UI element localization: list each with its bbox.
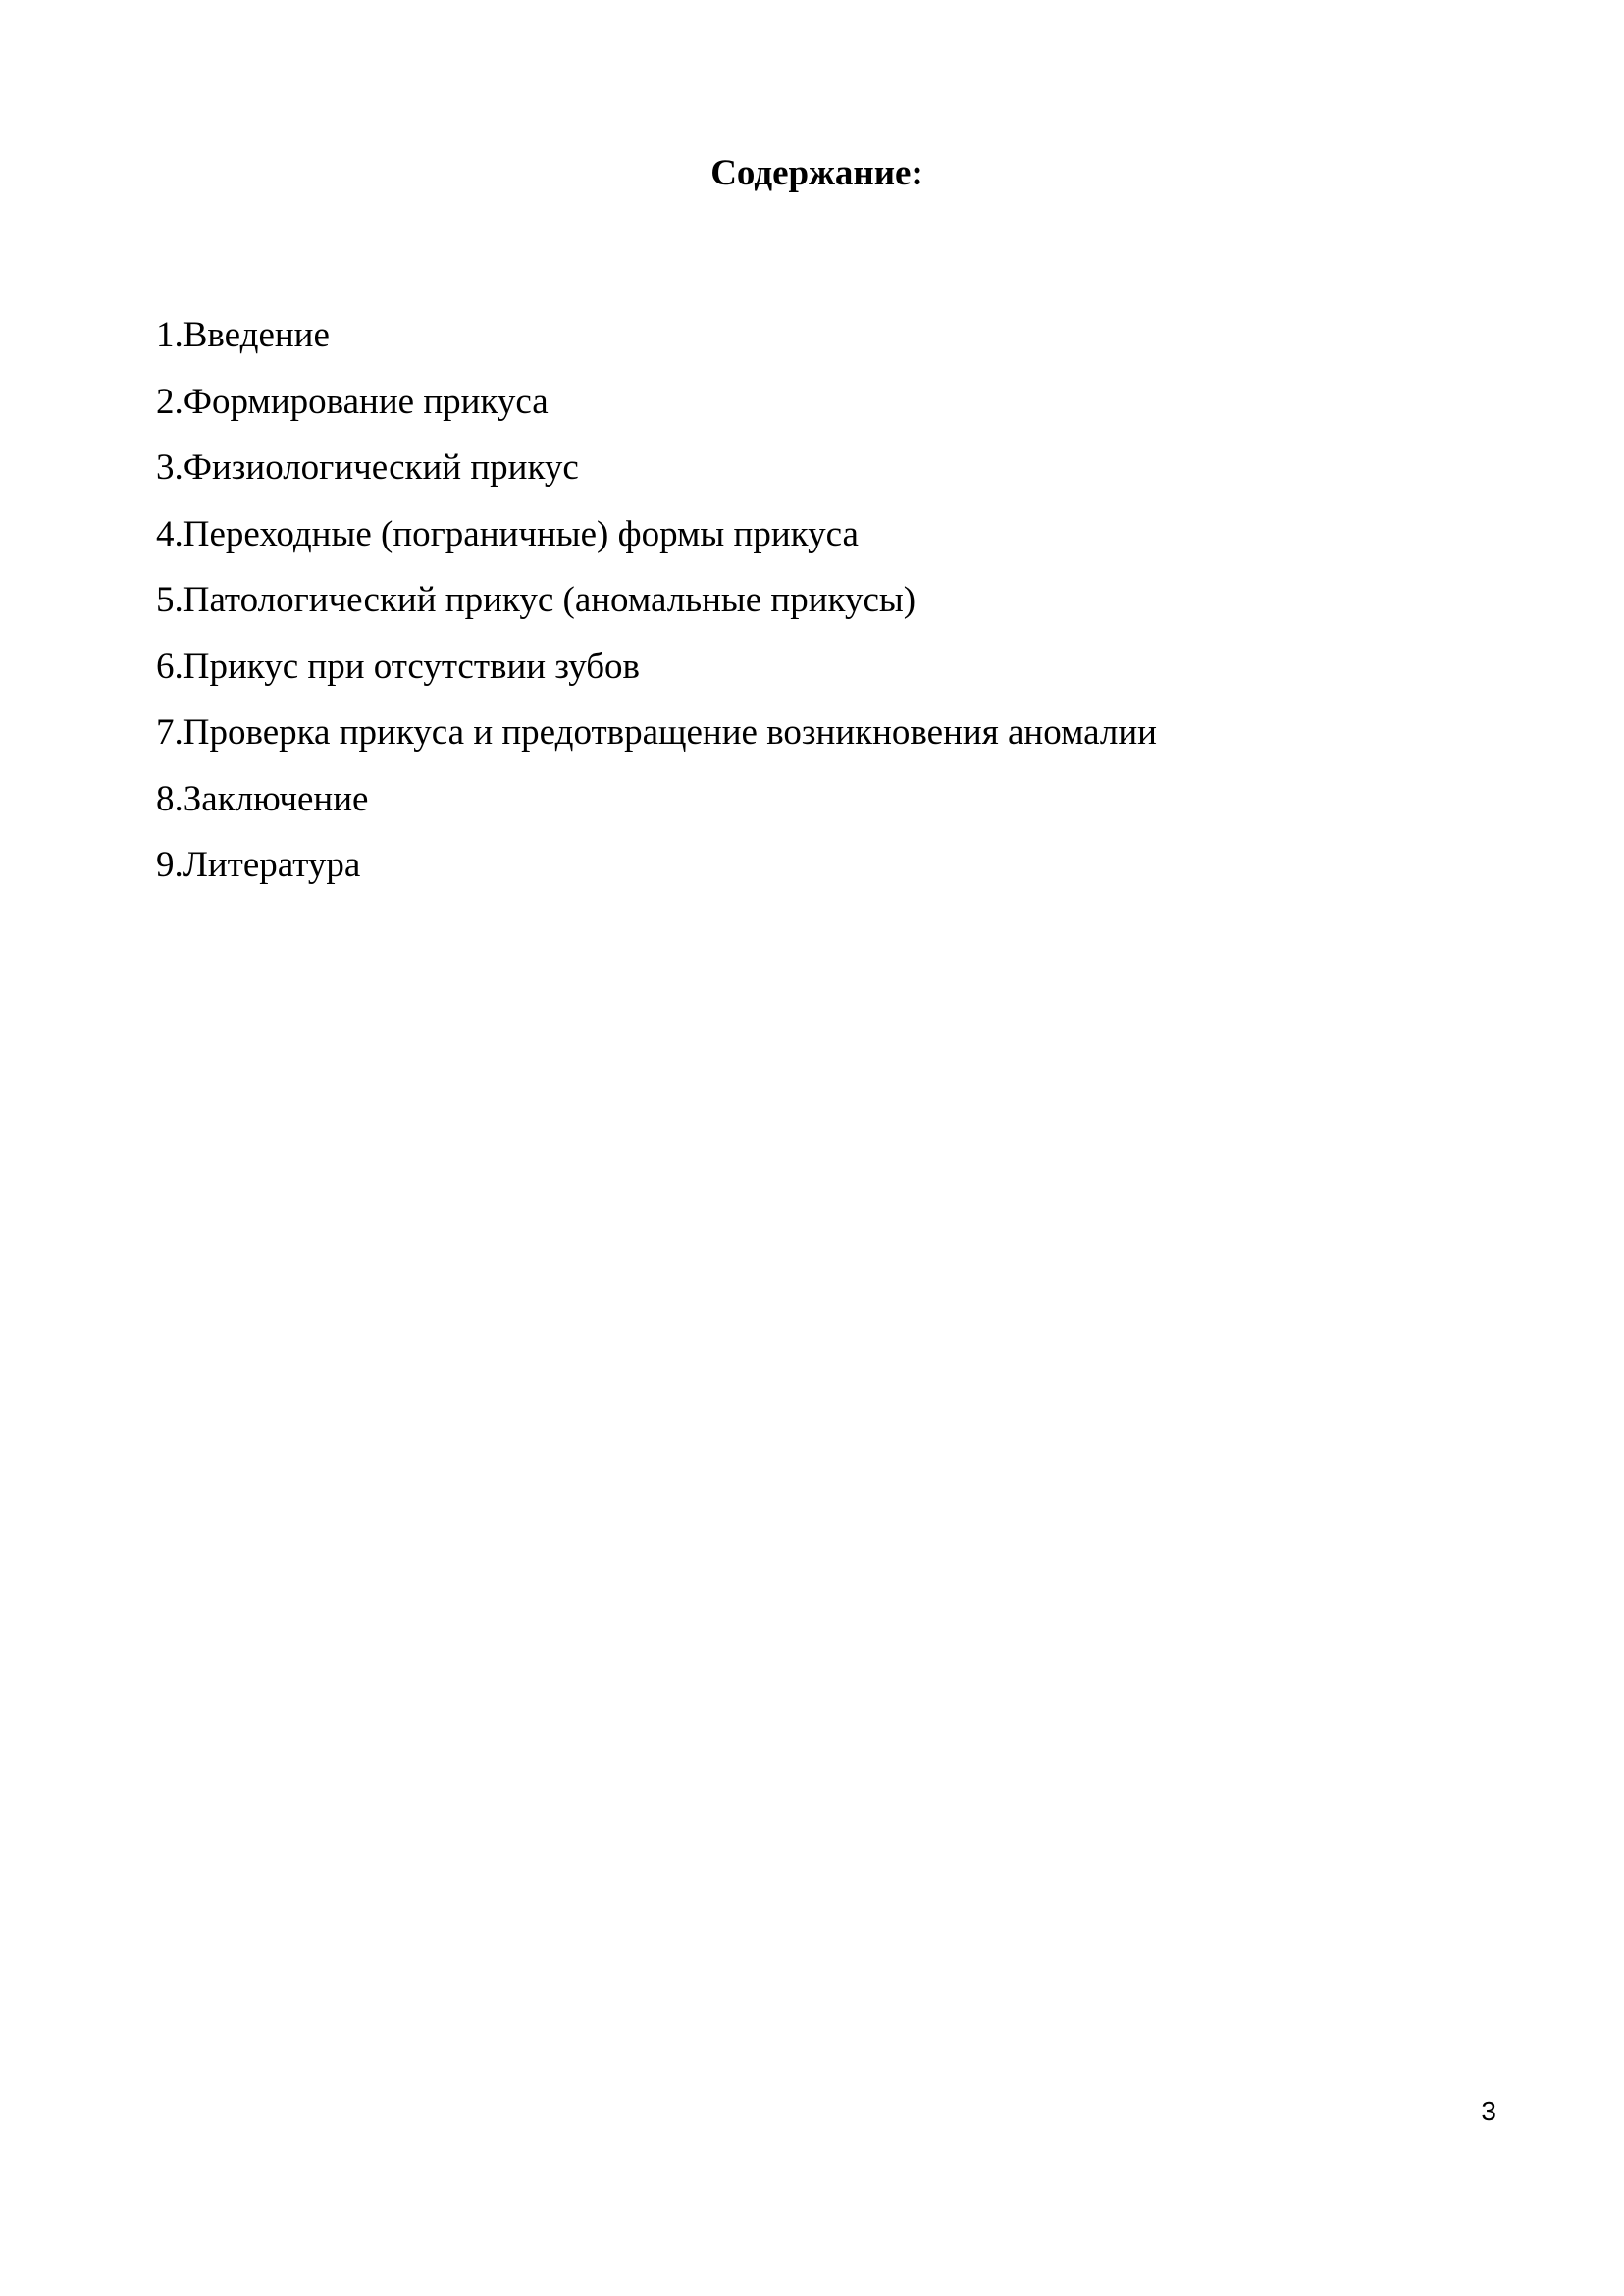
toc-item: 9.Литература	[156, 845, 361, 885]
toc-item: 6.Прикус при отсутствии зубов	[156, 646, 640, 687]
table-of-contents	[156, 302, 1157, 899]
toc-item: 3.Физиологический прикус	[156, 447, 579, 488]
page-title: Содержание:	[710, 153, 923, 193]
toc-item: 7.Проверка прикуса и предотвращение возникновения аномалии	[156, 712, 1157, 753]
toc-item: 2.Формирование прикуса	[156, 381, 549, 422]
toc-item: 5.Патологический прикус (аномальные прикусы)	[156, 580, 917, 620]
toc-item: 4.Переходные (пограничные) формы прикуса	[156, 513, 859, 554]
toc-item: 1.Введение	[156, 315, 330, 355]
toc-item: 8.Заключение	[156, 778, 369, 819]
page-number: 3	[1481, 2096, 1496, 2126]
